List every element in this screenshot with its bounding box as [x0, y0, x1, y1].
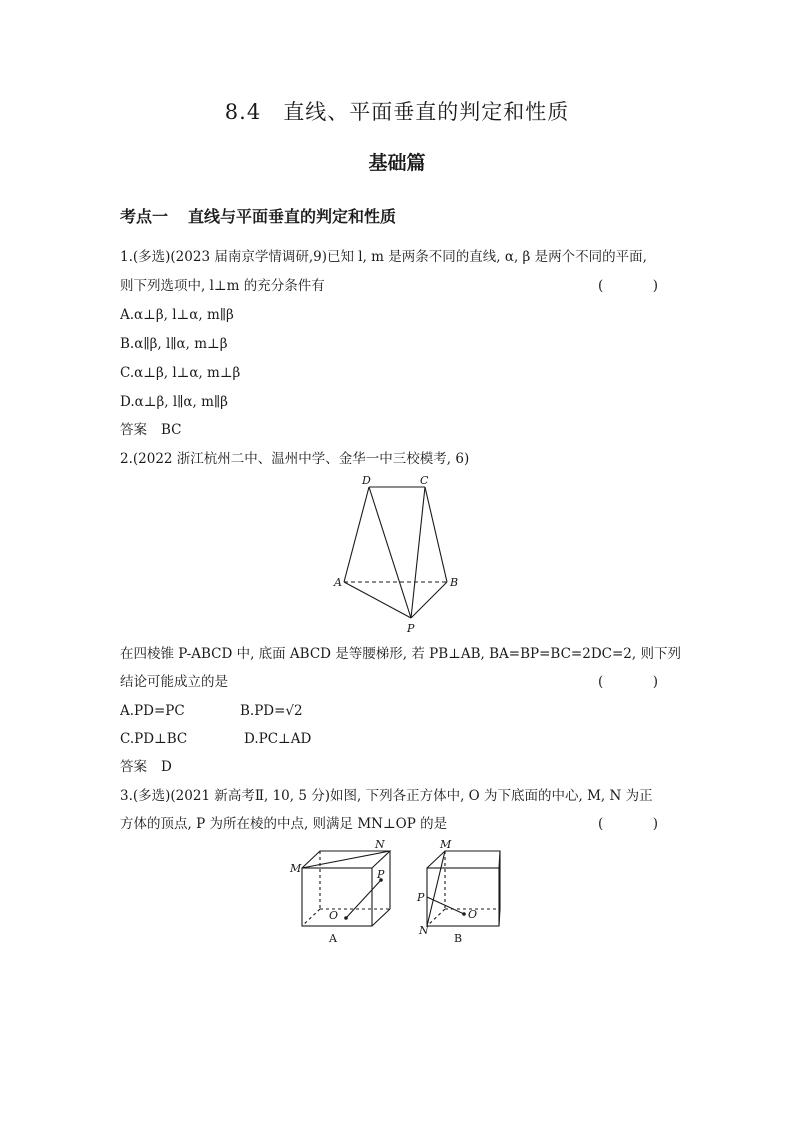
q2-answer-label: 答案 — [120, 759, 147, 775]
q2-options-row2 — [120, 729, 676, 749]
section-label: 考点一 — [120, 207, 169, 226]
q2-option-b: B.PD=√2 — [240, 703, 303, 719]
cube-a-label-n: N — [375, 838, 385, 851]
q2-source: 2.(2022 浙江杭州二中、温州中学、金华一中三校模考, 6) — [120, 451, 470, 467]
q2-answer-bracket: ( ) — [597, 674, 676, 690]
cube-a-segment-op — [346, 880, 381, 918]
q2-stem-line2 — [120, 672, 676, 692]
cube-a-hidden-left — [302, 909, 320, 926]
q2-answer — [120, 757, 676, 777]
cube-b-point-o — [462, 912, 466, 916]
cube-b-hidden-left — [427, 909, 445, 926]
q3-cube-b-figure — [412, 838, 512, 948]
q1-option-b: B.α∥β, l∥α, m⊥β — [120, 336, 228, 352]
q2-answer-value: D — [161, 759, 172, 775]
label-b: B — [450, 576, 459, 589]
page-subtitle: 基础篇 — [368, 152, 426, 174]
cube-b-segment-mn — [427, 851, 445, 926]
label-a: A — [334, 576, 342, 589]
q3-stem-line1: 3.(多选)(2021 新高考Ⅱ, 10, 5 分)如图, 下列各正方体中, O 为下底面的中心, M, N 为正 — [120, 788, 653, 804]
q2-stem-text: 结论可能成立的是 — [120, 674, 228, 690]
q3-stem-text: 方体的顶点, P 为所在棱的中点, 则满足 MN⊥OP 的是 — [120, 816, 448, 832]
edge-cp — [411, 487, 425, 618]
edge-bp — [411, 582, 447, 618]
q1-answer — [120, 420, 676, 440]
q3-answer-bracket: ( ) — [597, 816, 676, 832]
q2-option-d: D.PC⊥AD — [244, 731, 312, 747]
label-p: P — [407, 622, 415, 635]
q1-answer-bracket: ( ) — [597, 278, 676, 294]
q1-stem-line2 — [120, 276, 676, 296]
q1-answer-label: 答案 — [120, 422, 147, 438]
cube-b-label-p: P — [417, 891, 425, 904]
cube-b-label-n: N — [419, 924, 429, 937]
cube-a-label-p: P — [377, 868, 385, 881]
q3-cube-a-figure — [285, 838, 395, 948]
cube-a-label-m: M — [290, 862, 302, 875]
q1-option-d: D.α⊥β, l∥α, m∥β — [120, 394, 228, 410]
q3-stem-line2 — [120, 814, 676, 834]
q1-option-a: A.α⊥β, l⊥α, m∥β — [120, 307, 234, 323]
label-d: D — [362, 474, 371, 487]
q1-stem-text: 则下列选项中, l⊥m 的充分条件有 — [120, 278, 325, 294]
q2-stem-line1: 在四棱锥 P-ABCD 中, 底面 ABCD 是等腰梯形, 若 PB⊥AB, BA=BP=BC=2DC=2, 则下列 — [120, 646, 681, 662]
cube-b-caption: B — [454, 932, 463, 945]
edge-da — [344, 487, 369, 582]
q1-answer-value: BC — [161, 422, 182, 438]
q1-stem-line1: 1.(多选)(2023 届南京学情调研,9)已知 l, m 是两条不同的直线, α, β 是两个不同的平面, — [120, 249, 647, 265]
cube-b-label-m: M — [440, 838, 452, 851]
cube-a-caption: A — [329, 932, 337, 945]
q2-option-c: C.PD⊥BC — [120, 731, 188, 747]
cube-b-label-o: O — [468, 908, 478, 921]
cube-a-label-o: O — [329, 909, 339, 922]
label-c: C — [420, 474, 429, 487]
cube-a-bottom-right-edge — [372, 909, 390, 926]
cube-a-segment-mn — [302, 851, 390, 868]
q2-option-a: A.PD=PC — [120, 703, 185, 719]
q1-option-c: C.α⊥β, l⊥α, m⊥β — [120, 365, 241, 381]
section-title: 直线与平面垂直的判定和性质 — [188, 207, 397, 226]
section-heading — [120, 204, 396, 227]
q2-pyramid-figure — [330, 470, 470, 638]
cube-b-front-face — [427, 868, 499, 926]
cube-b-top-edges — [427, 851, 500, 868]
cube-a-point-o — [344, 916, 348, 920]
edge-cb — [425, 487, 447, 582]
page-title: 8.4 直线、平面垂直的判定和性质 — [224, 100, 570, 124]
q2-options-row1 — [120, 701, 676, 721]
